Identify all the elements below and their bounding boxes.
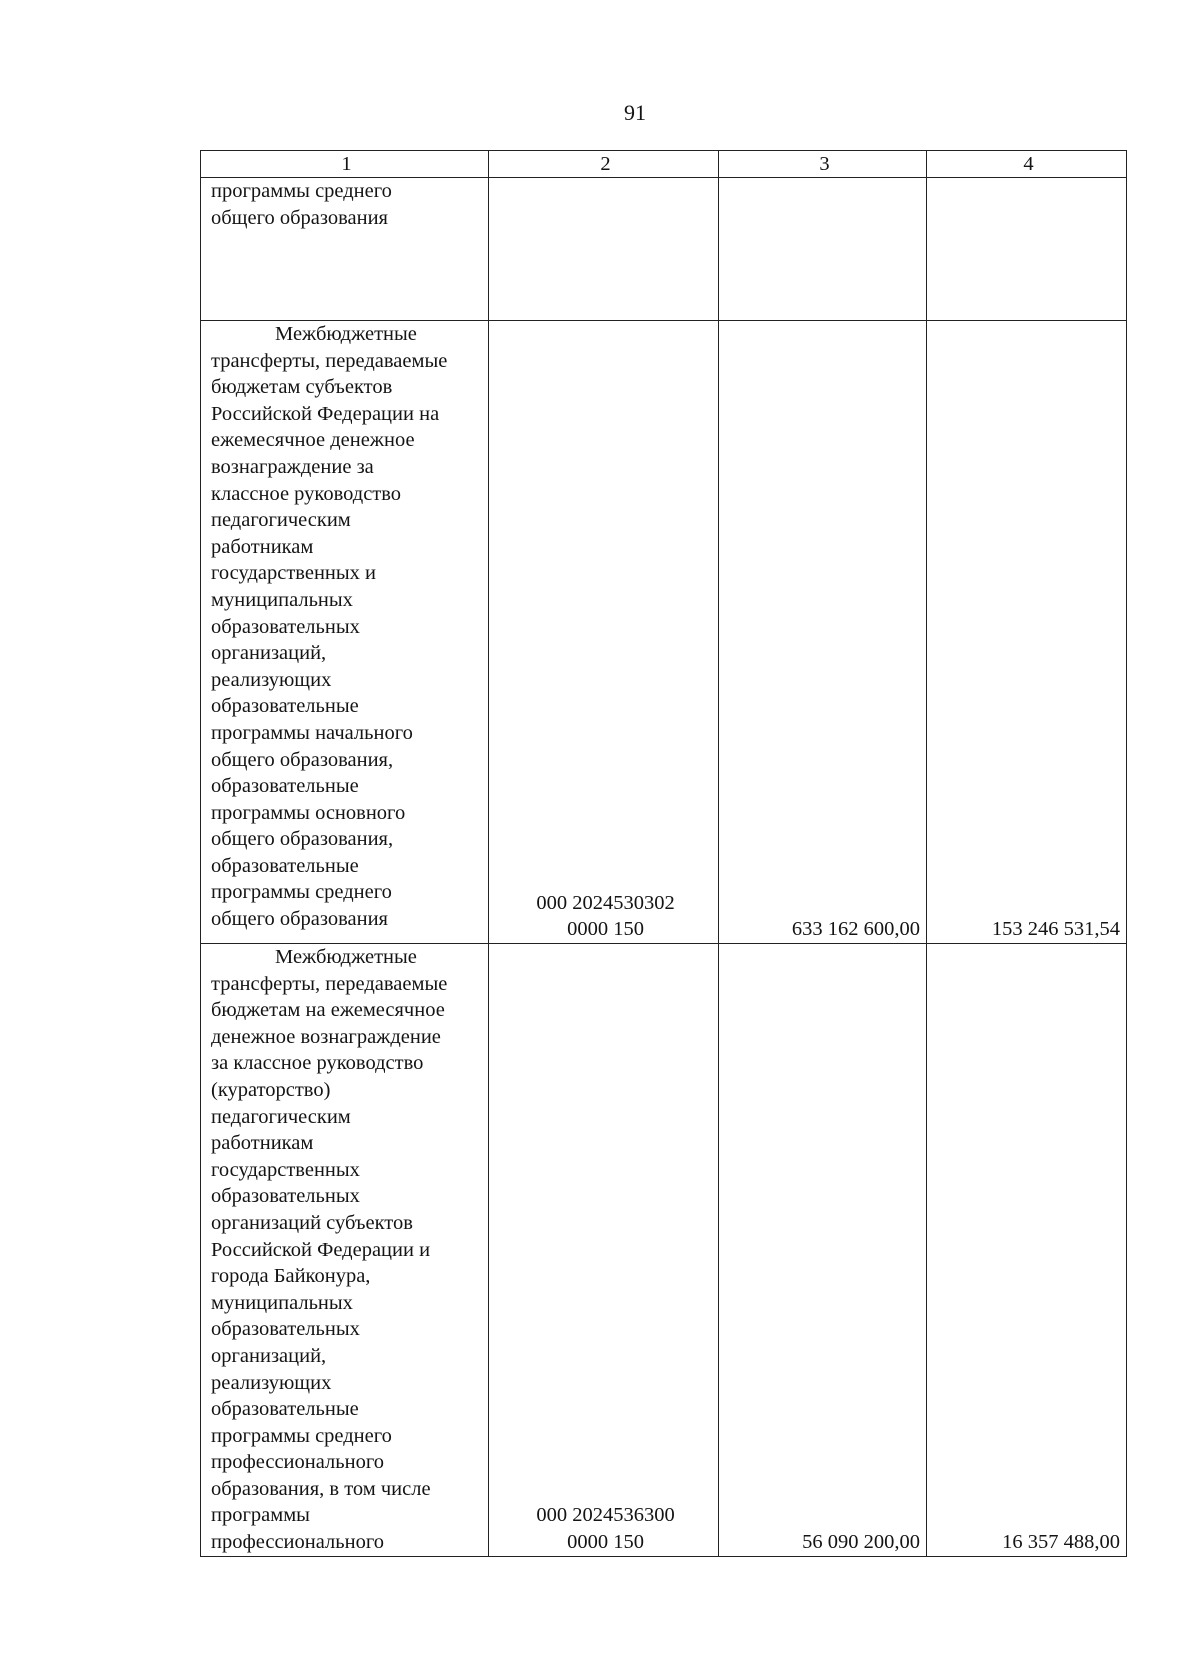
description-line: работникам xyxy=(211,535,314,558)
table-row xyxy=(201,321,1127,944)
column-header-2: 2 xyxy=(489,151,719,178)
description-line: Российской Федерации и xyxy=(211,1238,431,1261)
row-code xyxy=(489,944,719,1557)
description-line: реализующих xyxy=(211,668,332,691)
description-line: педагогическим xyxy=(211,1105,351,1128)
description-line: профессионального xyxy=(211,1451,384,1474)
table-row xyxy=(201,178,1127,321)
description-line: образования, в том числе xyxy=(211,1477,431,1500)
description-line: классное руководство xyxy=(211,482,402,505)
description-line: Межбюджетные xyxy=(275,946,417,968)
description-line: программы среднего xyxy=(211,1424,392,1447)
row-amount-col4 xyxy=(927,178,1127,321)
description-line: профессионального xyxy=(211,1531,384,1554)
description-line: программы среднего xyxy=(211,881,392,904)
row-code xyxy=(489,321,719,944)
description-line: образовательные xyxy=(211,1398,359,1421)
description-line: общего образования xyxy=(211,908,388,931)
description-line: образовательные xyxy=(211,695,359,718)
description-line: образовательные xyxy=(211,775,359,798)
row-amount-col3: 56 090 200,00 xyxy=(719,944,927,1557)
page-number: 91 xyxy=(624,100,646,125)
description-line: муниципальных xyxy=(211,1291,353,1314)
description-line: реализующих xyxy=(211,1371,332,1394)
column-header-1: 1 xyxy=(201,151,489,178)
description-line: трансферты, передаваемые xyxy=(211,349,448,372)
description-line: Межбюджетные xyxy=(275,323,417,345)
description-line: бюджетам субъектов xyxy=(211,376,393,399)
description-line: города Байконура, xyxy=(211,1265,371,1288)
description-line: общего образования xyxy=(211,206,388,229)
description-line: ежемесячное денежное xyxy=(211,429,415,452)
row-amount-col4: 153 246 531,54 xyxy=(927,321,1127,944)
description-line: муниципальных xyxy=(211,588,353,611)
description-line: работникам xyxy=(211,1132,314,1155)
description-line: образовательных xyxy=(211,1185,360,1208)
row-description xyxy=(201,321,489,944)
description-line: бюджетам на ежемесячное xyxy=(211,999,445,1022)
description-line: организаций, xyxy=(211,1344,327,1367)
row-description xyxy=(201,178,489,321)
row-description xyxy=(201,944,489,1557)
row-amount-col3 xyxy=(719,178,927,321)
description-line: образовательные xyxy=(211,854,359,877)
description-line: за классное руководство xyxy=(211,1052,424,1075)
description-line: образовательных xyxy=(211,615,360,638)
description-line: (кураторство) xyxy=(211,1078,331,1101)
description-line: программы начального xyxy=(211,721,413,744)
code-line: 000 2024536300 xyxy=(536,1504,675,1527)
code-line: 0000 150 xyxy=(567,918,644,941)
description-line: программы xyxy=(211,1504,310,1527)
column-header-4: 4 xyxy=(927,151,1127,178)
row-amount-col4: 16 357 488,00 xyxy=(927,944,1127,1557)
description-line: организаций субъектов xyxy=(211,1211,413,1234)
description-line: Российской Федерации на xyxy=(211,402,440,425)
column-header-3: 3 xyxy=(719,151,927,178)
description-line: программы среднего xyxy=(211,180,392,202)
description-line: денежное вознаграждение xyxy=(211,1025,441,1048)
description-line: организаций, xyxy=(211,642,327,665)
header-row xyxy=(201,151,1127,178)
description-line: государственных и xyxy=(211,562,377,585)
description-line: вознаграждение за xyxy=(211,455,374,478)
table-row xyxy=(201,944,1127,1557)
description-line: программы основного xyxy=(211,801,406,824)
description-line: государственных xyxy=(211,1158,360,1181)
code-line: 000 2024530302 xyxy=(536,891,675,914)
description-line: педагогическим xyxy=(211,509,351,532)
row-code xyxy=(489,178,719,321)
description-line: трансферты, передаваемые xyxy=(211,972,448,995)
description-line: образовательных xyxy=(211,1318,360,1341)
description-line: общего образования, xyxy=(211,828,394,851)
budget-table xyxy=(200,150,1127,1557)
code-line: 0000 150 xyxy=(567,1531,644,1554)
row-amount-col3: 633 162 600,00 xyxy=(719,321,927,944)
description-line: общего образования, xyxy=(211,748,394,771)
